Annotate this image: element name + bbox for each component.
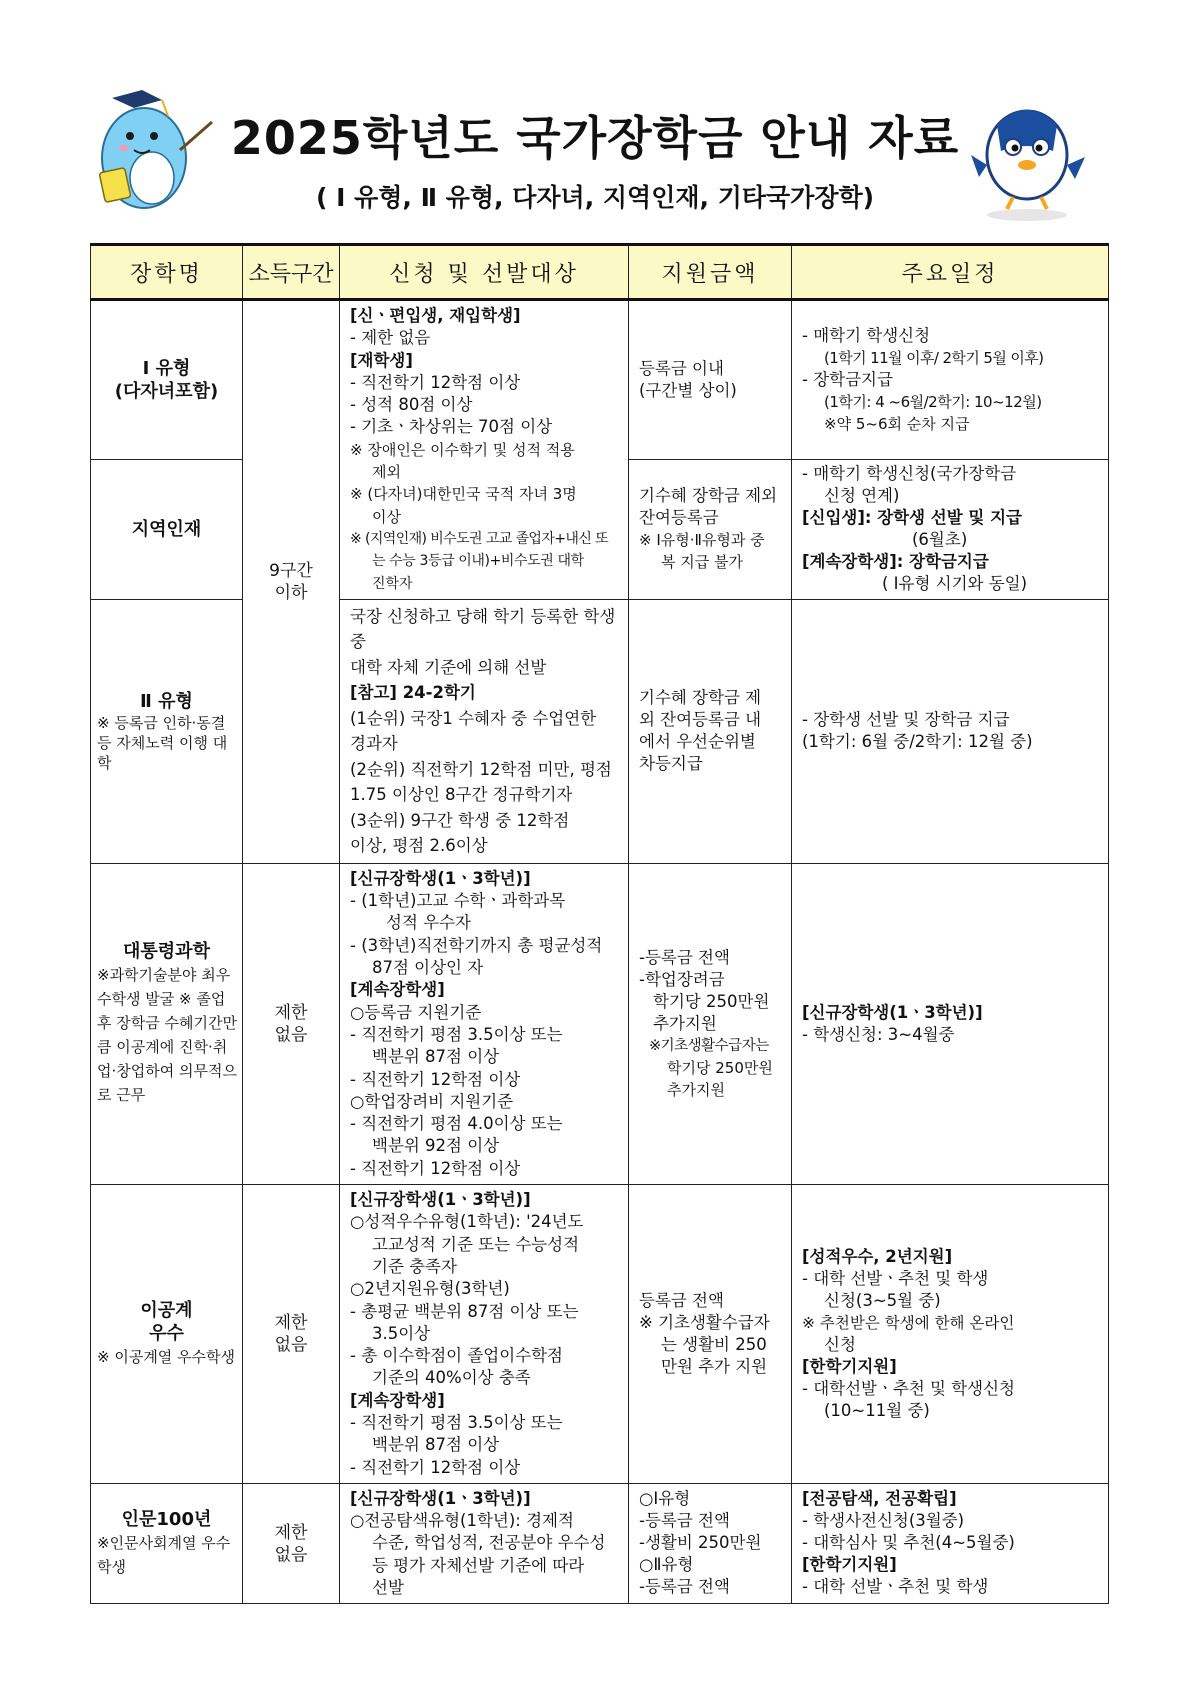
table-header-row xyxy=(91,245,1109,300)
amount-cell: 등록금 이내 (구간별 상이) xyxy=(629,300,792,460)
header-income-bracket: 소득구간 xyxy=(243,245,340,300)
header-schedule: 주요일정 xyxy=(792,245,1109,300)
target-cell: [신규장학생(1ㆍ3학년)] ○전공탐색유형(1학년): 경제적 수준, 학업성적, 전공분야 우수성 등 평가 자체선발 기준에 따라 선발 xyxy=(340,1483,629,1603)
schedule-cell: - 매학기 학생신청(국가장학금 신청 연계) [신입생]: 장학생 선발 및 지급 (6월초) [계속장학생]: 장학금지급 ( Ⅰ유형 시기와 동일) xyxy=(792,459,1109,599)
table-row xyxy=(91,300,1109,460)
amount-cell: -등록금 전액 -학업장려금 학기당 250만원 추가지원 ※기초생활수급자는 학기당 250만원 추가지원 xyxy=(629,863,792,1184)
schedule-cell: [성적우수, 2년지원] - 대학 선발ㆍ추천 및 학생 신청(3~5월 중) ※ 추천받은 학생에 한해 온라인 신청 [한학기지원] - 대학선발ㆍ추천 및 학생신청 (10~11월 중) xyxy=(792,1185,1109,1484)
page-subtitle: ( Ⅰ 유형, Ⅱ 유형, 다자녀, 지역인재, 기타국가장학) xyxy=(315,183,875,212)
scholarship-table xyxy=(90,243,1109,1604)
scholarship-name-cell: 대통령과학 ※과학기술분야 최우수학생 발굴 ※ 졸업 후 장학금 수혜기간만큼 이공계에 진학·취업·창업하여 의무적으로 근무 xyxy=(91,863,243,1184)
amount-cell: 기수혜 장학금 제 외 잔여등록금 내 에서 우선순위별 차등지급 xyxy=(629,599,792,863)
table-row xyxy=(91,1483,1109,1603)
scholarship-name-cell: 이공계 우수 ※ 이공계열 우수학생 xyxy=(91,1185,243,1484)
income-bracket-cell: 제한 없음 xyxy=(243,1483,340,1603)
header-amount: 지원금액 xyxy=(629,245,792,300)
income-bracket-cell: 9구간 이하 xyxy=(243,300,340,864)
amount-cell: 등록금 전액 ※ 기초생활수급자 는 생활비 250 만원 추가 지원 xyxy=(629,1185,792,1484)
schedule-cell: [신규장학생(1ㆍ3학년)] - 학생신청: 3~4월중 xyxy=(792,863,1109,1184)
page-title: 2025학년도 국가장학금 안내 자료 xyxy=(230,111,960,165)
target-cell: [신ㆍ편입생, 재입학생] - 제한 없음 [재학생] - 직전학기 12학점 이상 - 성적 80점 이상 - 기초ㆍ차상위는 70점 이상 ※ 장애인은 이수학기 및 성적 적용 제외 ※ (다자녀)대한민국 국적 자녀 3명 이상 ※ (지역인재) 비수도권 고교 졸업자+내신 또 는 수능 3등급 이내)+비수도권 대학 진학자 xyxy=(340,300,629,600)
scholarship-name-cell: Ⅰ 유형 (다자녀포함) xyxy=(91,300,243,460)
schedule-cell: - 장학생 선발 및 장학금 지급 (1학기: 6월 중/2학기: 12월 중) xyxy=(792,599,1109,863)
scholarship-name-cell: 지역인재 xyxy=(91,459,243,599)
table-row xyxy=(91,863,1109,1184)
income-bracket-cell: 제한 없음 xyxy=(243,1185,340,1484)
header-target: 신청 및 선발대상 xyxy=(340,245,629,300)
target-cell: [신규장학생(1ㆍ3학년)] ○성적우수유형(1학년): '24년도 고교성적 기준 또는 수능성적 기준 충족자 ○2년지원유형(3학년) - 총평균 백분위 87점 이상 또는 3.5이상 - 총 이수학점이 졸업이수학점 기준의 40%이상 충족 [계속장학생] - 직전학기 평점 3.5이상 또는 백분위 87점 이상 - 직전학기 12학점 이상 xyxy=(340,1185,629,1484)
amount-cell: 기수혜 장학금 제외 잔여등록금 ※ Ⅰ유형·Ⅱ유형과 중 복 지급 불가 xyxy=(629,459,792,599)
scholarship-name-cell: 인문100년 ※인문사회계열 우수학생 xyxy=(91,1483,243,1603)
schedule-cell: [전공탐색, 전공확립] - 학생사전신청(3월중) - 대학심사 및 추천(4~5월중) [한학기지원] - 대학 선발ㆍ추천 및 학생 xyxy=(792,1483,1109,1603)
target-cell: 국장 신청하고 당해 학기 등록한 학생 중 대학 자체 기준에 의해 선발 [참고] 24-2학기 (1순위) 국장1 수혜자 중 수업연한 경과자 (2순위) 직전학기 12학점 미만, 평점 1.75 이상인 8구간 정규학기자 (3순위) 9구간 학생 중 12학점 이상, 평점 2.6이상 xyxy=(340,599,629,863)
table-row xyxy=(91,1185,1109,1484)
target-cell: [신규장학생(1ㆍ3학년)] - (1학년)고교 수학ㆍ과학과목 성적 우수자 - (3학년)직전학기까지 총 평균성적 87점 이상인 자 [계속장학생] ○등록금 지원기준 - 직전학기 평점 3.5이상 또는 백분위 87점 이상 - 직전학기 12학점 이상 ○학업장려비 지원기준 - 직전학기 평점 4.0이상 또는 백분위 92점 이상 - 직전학기 12학점 이상 xyxy=(340,863,629,1184)
scholarship-name-cell: Ⅱ 유형 ※ 등록금 인하·동결 등 자체노력 이행 대학 xyxy=(91,599,243,863)
schedule-cell: - 매학기 학생신청 (1학기 11월 이후/ 2학기 5월 이후) - 장학금지급 (1학기: 4 ~6월/2학기: 10~12월) ※약 5~6회 순차 지급 xyxy=(792,300,1109,460)
header-scholarship-name: 장학명 xyxy=(91,245,243,300)
income-bracket-cell: 제한 없음 xyxy=(243,863,340,1184)
amount-cell: ○Ⅰ유형 -등록금 전액 -생활비 250만원 ○Ⅱ유형 -등록금 전액 xyxy=(629,1483,792,1603)
